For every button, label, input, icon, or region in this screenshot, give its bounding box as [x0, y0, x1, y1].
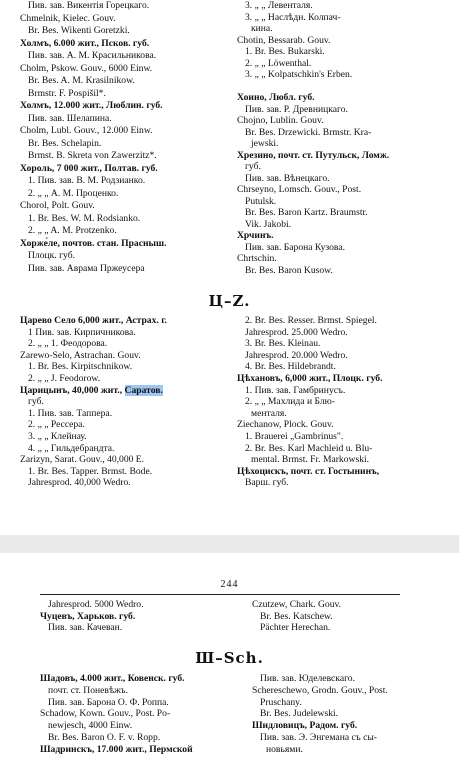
entry-line: Brmstr. F. Pospišil*. — [28, 87, 106, 99]
entry-line: 1 Пив. зав. Кирпичникова. — [28, 326, 136, 338]
entry-line: Br. Bes. Katschew. — [260, 610, 333, 622]
entry-line: 3. „ „ Наслѣдн. Колпач- — [245, 11, 341, 23]
entry-line: 3. „ „ Левенталя. — [245, 0, 313, 11]
header-rule — [40, 594, 400, 595]
entry-line: Пив. зав. Вѣнецкаго. — [245, 172, 330, 184]
entry-line: 3. Br. Bes. Kleinau. — [245, 338, 321, 350]
entry-heading: Шадринскъ, 17.000 жит., Пермской — [40, 743, 193, 755]
entry-line: Пив. зав. Э. Энгемана съ сы- — [260, 732, 377, 743]
entry-line: 1. Пив. зав. Гамбринусъ. — [245, 384, 346, 396]
entry-line: 1. Пив. зав. В. М. Родзианко. — [28, 175, 146, 186]
section-heading-sch: Ш–Sch. — [195, 649, 264, 667]
entry-line: кина. — [251, 23, 273, 34]
entry-line: mental. Brmst. Fr. Markowski. — [251, 454, 370, 466]
entry-line: Putulsk. — [245, 195, 277, 207]
entry-line: Br. Bes. A. M. Krasilnikow. — [28, 75, 135, 86]
entry-line: newjesch, 4000 Einw. — [48, 720, 133, 732]
entry-line: 2. „ „ A. M. Protzenko. — [28, 225, 117, 236]
entry-line: почт. ст. Поневѣжъ. — [48, 684, 129, 696]
entry-heading: Хрезино, почт. ст. Путульск, Ломж. — [237, 149, 390, 161]
entry-line: Pächter Herechan. — [260, 622, 331, 633]
entry-line: 2. Br. Bes. Resser. Brmst. Spiegel. — [245, 315, 377, 326]
entry-heading: Хоино, Любл. губ. — [237, 92, 315, 103]
entry-line: 1. Br. Bes. Bukarski. — [245, 46, 325, 57]
entry-line: 2. „ „ 1. Феодорова. — [28, 338, 108, 350]
entry-line: Chojno, Lublin. Gouv. — [237, 115, 324, 126]
entry-line: Br. Bes. Wikenti Goretzki. — [28, 25, 130, 36]
entry-line: 2. „ „ Ресcера. — [28, 419, 85, 431]
entry-heading: Цѣхановъ, 6,000 жит., Плоцк. губ. — [237, 373, 383, 384]
entry-line: Пив. зав. Аврама Пржеусера — [28, 262, 145, 274]
page-number: 244 — [220, 579, 239, 590]
entry-line: Cholm, Lubl. Gouv., 12.000 Einw. — [20, 125, 153, 136]
entry-line: Пив. зав. Барона Кузова. — [245, 241, 345, 253]
entry-heading: Хрчинъ. — [237, 230, 274, 241]
entry-line: Пив. зав. Барона О. Ф. Роппа. — [48, 696, 169, 708]
entry-line: Vik. Jakobi. — [245, 218, 292, 230]
entry-line: Пив. зав. Качеван. — [48, 622, 123, 633]
entry-line: Schereschewo, Grodn. Gouv., Post. — [252, 684, 388, 696]
selected-text[interactable]: Саратов. — [124, 384, 163, 396]
entry-line: губ. — [245, 161, 261, 172]
entry-line: менталя. — [251, 407, 287, 419]
entry-heading: Хорже́ле, почтов. стан. Прасныш. — [20, 237, 167, 249]
entry-line: губ. — [28, 396, 44, 408]
entry-line: 4. „ „ Гильдебрандта. — [28, 442, 115, 454]
entry-heading: Царево Село 6,000 жит., Астрах. г. — [20, 315, 167, 326]
entry-heading: Цѣхоцискъ, почт. ст. Гостынинъ, — [237, 465, 380, 477]
entry-line: 1. Br. Bes. Kirpitschnikow. — [28, 361, 133, 373]
entry-heading: Хороль, 7 000 жит., Полтав. губ. — [20, 162, 158, 174]
entry-line: Br. Bes. Drzewicki. Brmstr. Kra- — [245, 126, 372, 138]
entry-line: Br. Bes. Schelapin. — [28, 137, 102, 149]
entry-line: Cholm, Pskow. Gouv., 6000 Einw. — [20, 62, 153, 74]
entry-line: Пив. зав. Р. Древницкаго. — [245, 103, 348, 115]
entry-line: 2. „ „ А. М. Проценко. — [28, 187, 119, 199]
entry-heading: Шадовъ, 4.000 жит., Ковенск. губ. — [40, 673, 185, 684]
entry-line: Jahresprod. 20.000 Wedro. — [245, 349, 348, 361]
entry-line: Пив. зав. Шелапина. — [28, 112, 112, 124]
entry-line: jewski. — [251, 138, 279, 149]
entry-line: новьями. — [266, 743, 303, 755]
entry-line: Пив. зав. Юделевскаго. — [260, 673, 355, 684]
entry-line: 2. „ „ J. Feodorow. — [28, 373, 101, 384]
entry-line: 1. Пив. зав. Таппера. — [28, 407, 113, 419]
entry-line: Zarizyn, Sarat. Gouv., 40,000 E. — [20, 454, 145, 466]
entry-line: Pruschany. — [260, 696, 302, 708]
entry-line: 2. „ „ Махлида и Блю- — [245, 396, 336, 408]
entry-line: Chrtschin. — [237, 253, 277, 264]
page-gap — [0, 535, 459, 553]
lower-page — [0, 553, 459, 757]
entry-heading: Царицынъ, 40,000 жит., Саратов. — [20, 384, 163, 396]
entry-line: 3. „ „ Клейнау. — [28, 431, 87, 442]
entry-line: 1. Br. Bes. W. M. Rodsianko. — [28, 212, 141, 224]
entry-line: Br. Bes. Baron O. F. v. Ropp. — [48, 732, 161, 743]
entry-line: 2. Br. Bes. Karl Machleid u. Blu- — [245, 442, 373, 454]
entry-heading: Чуцевъ, Харьков. губ. — [40, 610, 136, 622]
section-heading-ts-z: Ц–Z. — [208, 292, 251, 310]
entry-line: Варш. губ. — [245, 477, 289, 489]
entry-line: Br. Bes. Baron Kusow. — [245, 264, 333, 276]
entry-line: 4. Br. Bes. Hildebrandt. — [245, 361, 336, 373]
entry-line: Jahresprod. 40,000 Wedro. — [28, 477, 131, 489]
entry-line: Chrseyno, Lomsch. Gouv., Post. — [237, 184, 362, 195]
entry-line: Br. Bes. Baron Kartz. Braumstr. — [245, 207, 368, 218]
entry-line: Schadow, Kown. Gouv., Post. Po- — [40, 708, 171, 720]
entry-line: Пив. зав. А. М. Красильникова. — [28, 50, 157, 61]
entry-line: 2. „ „ Löwenthal. — [245, 57, 312, 69]
entry-heading: Холмъ, 12.000 жит., Люблин. губ. — [20, 100, 163, 111]
entry-line: Ziechanow, Plock. Gouv. — [237, 419, 334, 431]
entry-line: Плоцк. губ. — [28, 250, 75, 261]
entry-line: Brmst. B. Skreta von Zawerzitz*. — [28, 150, 157, 161]
entry-line: Jahresprod. 25.000 Wedro. — [245, 326, 348, 338]
entry-line: Chotin, Bessarab. Gouv. — [237, 34, 331, 46]
entry-heading: Холмъ, 6.000 жит., Псков. губ. — [20, 37, 150, 49]
entry-line: 1. Brauerei „Gambrinus". — [245, 431, 344, 442]
entry-line: Пив. зав. Викентiя Горецкаго. — [28, 0, 150, 11]
entry-line: Czutzew, Chark. Gouv. — [252, 599, 342, 610]
entry-line: Chorol, Polt. Gouv. — [20, 200, 95, 211]
entry-line: Chmelnik, Kielec. Gouv. — [20, 12, 116, 24]
entry-line: Jahresprod. 5000 Wedro. — [48, 599, 144, 610]
entry-line: 3. „ „ Kolpatschkin's Erben. — [245, 69, 353, 80]
entry-heading: Шидловицъ, Радом. губ. — [252, 720, 358, 732]
entry-line: Zarewo-Selo, Astrachan. Gouv. — [20, 349, 141, 361]
entry-line: Br. Bes. Judelewski. — [260, 708, 339, 720]
entry-line: 1. Br. Bes. Tapper. Brmst. Bode. — [28, 465, 153, 477]
